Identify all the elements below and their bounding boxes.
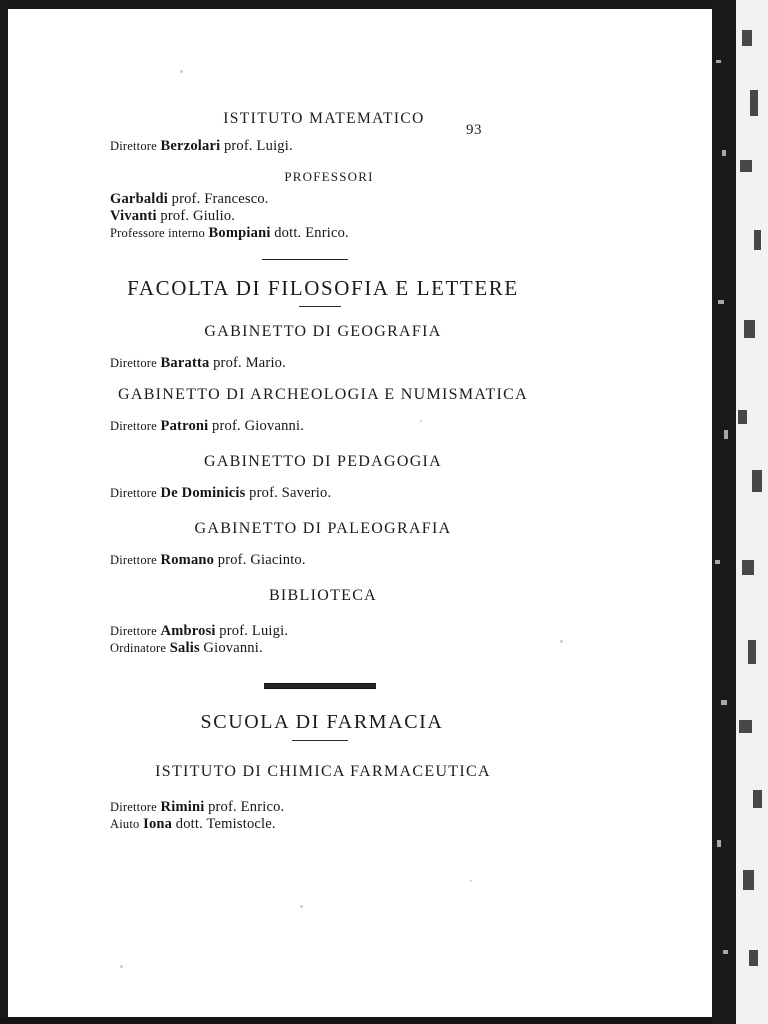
section-gabinetto-geografia — [110, 323, 530, 372]
entry-rest: prof. Giovanni. — [212, 418, 305, 434]
section-istituto-matematico — [110, 110, 530, 242]
entry-rest: dott. Enrico. — [274, 225, 349, 241]
section-facolta-filosofia-lettere — [110, 276, 530, 307]
section-heading: FACOLTA DI FILOSOFIA E LETTERE — [127, 276, 519, 300]
entry-role: Direttore — [110, 419, 157, 433]
entry-line — [110, 138, 530, 155]
section-heading: GABINETTO DI PALEOGRAFIA — [194, 520, 452, 537]
entry-line — [110, 640, 530, 657]
page-content — [110, 110, 530, 833]
scan-speck — [180, 70, 183, 73]
entry-line — [110, 552, 530, 569]
entry-role: Direttore — [110, 139, 157, 153]
section-gabinetto-archeologia-numismatica — [110, 386, 530, 435]
section-gabinetto-pedagogia — [110, 453, 530, 502]
scan-speck — [300, 905, 303, 908]
section-heading: GABINETTO DI PEDAGOGIA — [203, 453, 443, 470]
entry-role: Aiuto — [110, 817, 140, 831]
entry-name: De Dominicis — [160, 485, 246, 501]
heading-underline — [299, 306, 341, 307]
scan-speck — [470, 880, 472, 882]
scan-gutter-shadow — [712, 0, 736, 1024]
section-gabinetto-paleografia — [110, 520, 530, 569]
entry-name: Ambrosi — [160, 623, 216, 639]
entry-rest: prof. Saverio. — [249, 485, 332, 501]
entry-rest: prof. Enrico. — [208, 799, 285, 815]
entry-name: Bompiani — [208, 225, 271, 241]
page-number: 93 — [466, 122, 482, 138]
section-divider-rule — [262, 259, 348, 260]
section-heading: GABINETTO DI ARCHEOLOGIA E NUMISMATICA — [118, 386, 528, 403]
entry-rest: prof. Giacinto. — [217, 552, 306, 568]
entry-line — [110, 191, 530, 208]
entry-role: Direttore — [110, 800, 157, 814]
entry-rest: prof. Mario. — [213, 355, 286, 371]
scan-edge-right — [736, 0, 768, 1024]
heading-underline — [292, 740, 348, 741]
entry-line — [110, 816, 530, 833]
section-heading: ISTITUTO DI CHIMICA FARMACEUTICA — [155, 763, 491, 780]
section-biblioteca — [110, 587, 530, 657]
entry-name: Garbaldi — [110, 191, 168, 207]
section-istituto-chimica-farmaceutica — [110, 763, 530, 833]
entry-role: Direttore — [110, 624, 157, 638]
entry-rest: Giovanni. — [203, 640, 263, 656]
entry-line — [110, 355, 530, 372]
entry-role: Professore interno — [110, 226, 205, 240]
entry-role: Direttore — [110, 553, 157, 567]
entry-rest: dott. Temistocle. — [175, 816, 276, 832]
entry-name: Rimini — [160, 799, 205, 815]
scan-edge-left — [0, 0, 8, 1024]
entry-name: Iona — [143, 816, 173, 832]
entry-line — [110, 485, 530, 502]
entry-line — [110, 225, 530, 242]
scan-speck — [120, 965, 123, 968]
scan-edge-bottom — [0, 1017, 768, 1024]
entry-rest: prof. Francesco. — [171, 191, 269, 207]
scan-edge-top — [0, 0, 768, 9]
entry-role: Direttore — [110, 356, 157, 370]
section-heading: GABINETTO DI GEOGRAFIA — [204, 323, 442, 340]
entry-role: Direttore — [110, 486, 157, 500]
professors-subheading: PROFESSORI — [284, 169, 374, 184]
scan-speck — [560, 640, 563, 643]
entry-line — [110, 418, 530, 435]
entry-line — [110, 623, 530, 640]
entry-name: Patroni — [160, 418, 209, 434]
section-heading: BIBLIOTECA — [268, 587, 378, 604]
entry-name: Romano — [160, 552, 215, 568]
entry-line — [110, 208, 530, 225]
entry-name: Vivanti — [110, 208, 157, 224]
section-heading: SCUOLA DI FARMACIA — [200, 711, 444, 733]
entry-name: Berzolari — [160, 138, 221, 154]
entry-rest: prof. Luigi. — [223, 138, 293, 154]
entry-rest: prof. Giulio. — [160, 208, 236, 224]
section-scuola-di-farmacia — [110, 711, 530, 741]
major-divider-rule — [264, 683, 376, 689]
entry-role: Ordinatore — [110, 641, 167, 655]
entry-name: Baratta — [160, 355, 210, 371]
section-heading: ISTITUTO MATEMATICO — [223, 110, 425, 127]
entry-line — [110, 799, 530, 816]
entry-rest: prof. Luigi. — [219, 623, 289, 639]
entry-name: Salis — [169, 640, 200, 656]
